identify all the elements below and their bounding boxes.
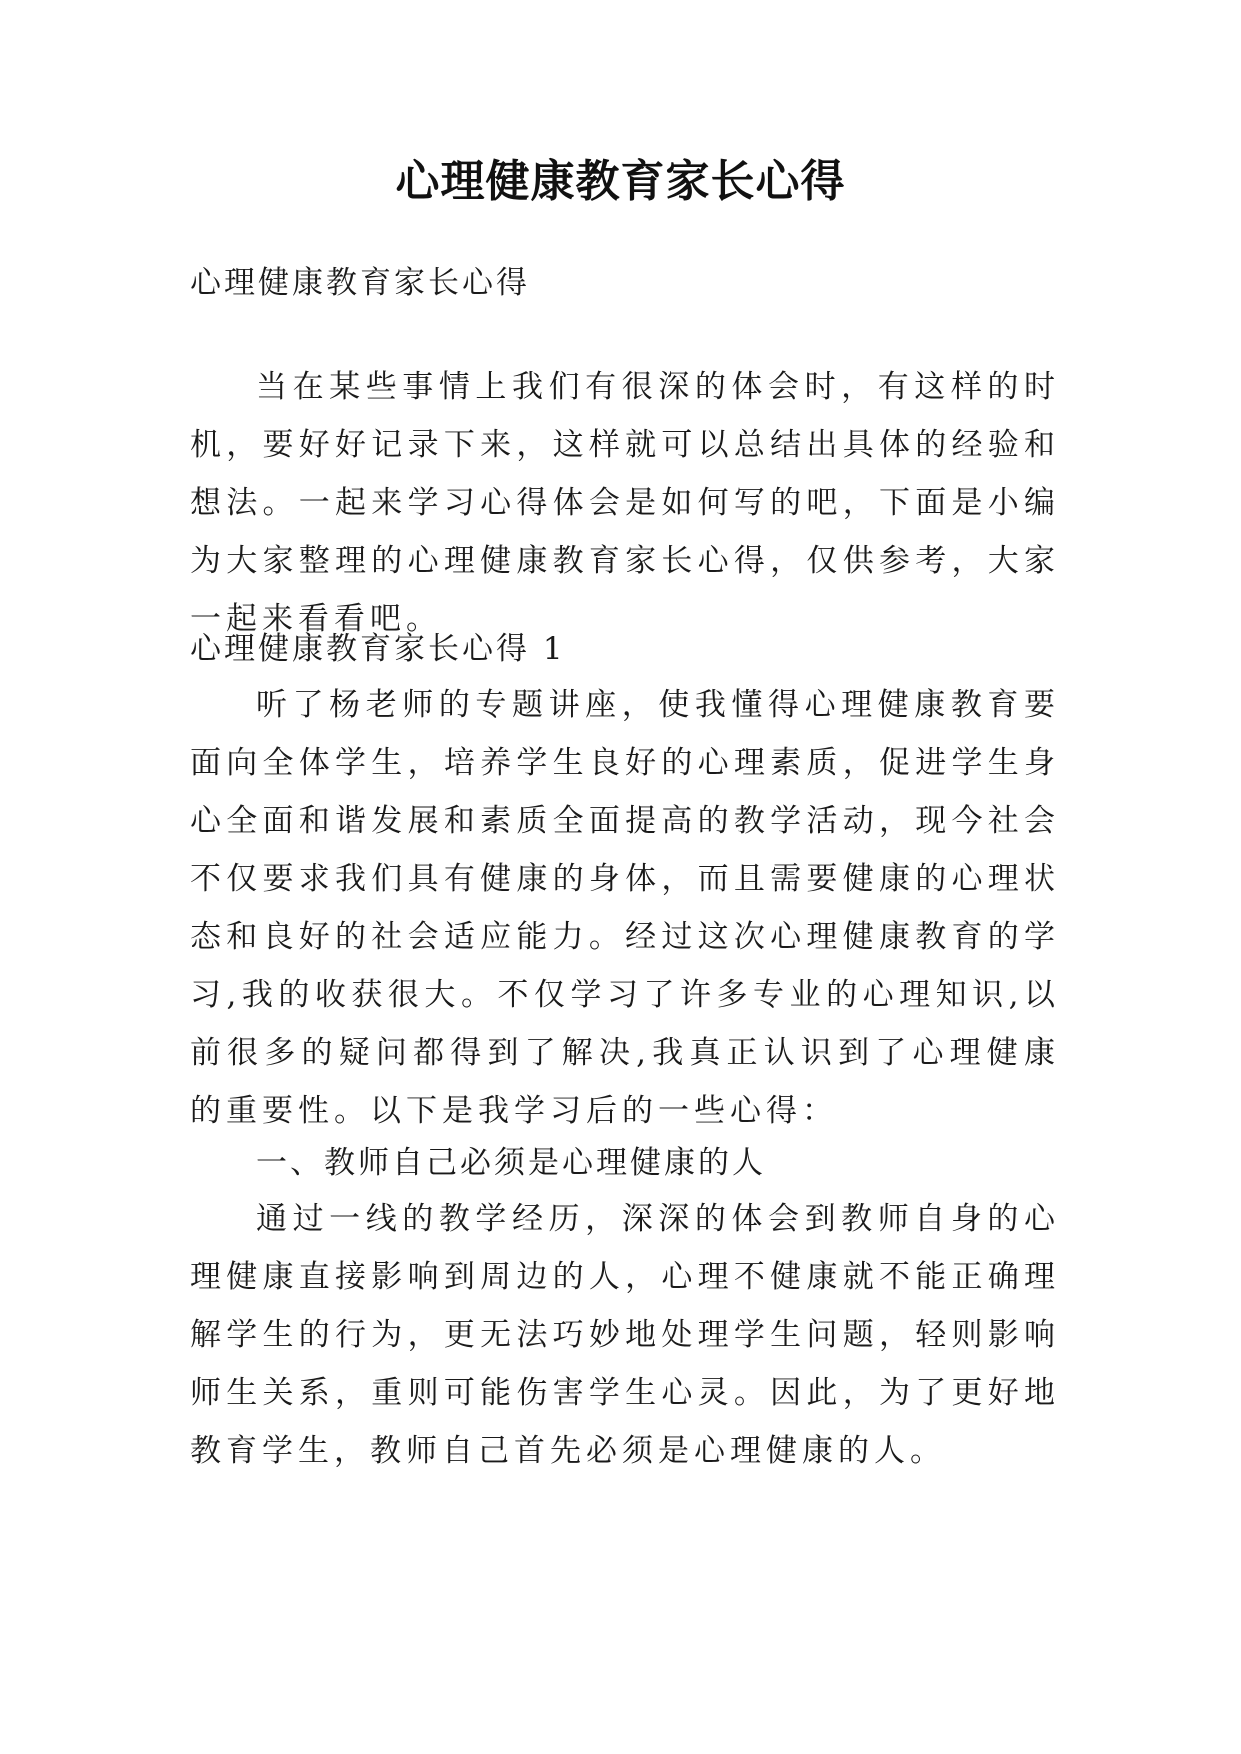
intro-paragraph: 当在某些事情上我们有很深的体会时，有这样的时机，要好好记录下来，这样就可以总结出具体的经验和想法。一起来学习心得体会是如何写的吧，下面是小编为大家整理的心理健康教育家长心得，仅供参考，大家一起来看看吧。	[190, 369, 1060, 637]
section-paragraph: 听了杨老师的专题讲座，使我懂得心理健康教育要面向全体学生，培养学生良好的心理素质，促进学生身心全面和谐发展和素质全面提高的教学活动，现今社会不仅要求我们具有健康的身体，而且需要健康的心理状态和良好的社会适应能力。经过这次心理健康教育的学习,我的收获很大。不仅学习了许多专业的心理知识,以前很多的疑问都得到了解决,我真正认识到了心理健康的重要性。以下是我学习后的一些心得：	[190, 687, 1060, 1129]
section-heading: 心理健康教育家长心得 1	[190, 631, 566, 667]
point-paragraph: 通过一线的教学经历，深深的体会到教师自身的心理健康直接影响到周边的人，心理不健康就不能正确理解学生的行为，更无法巧妙地处理学生问题，轻则影响师生关系，重则可能伤害学生心灵。因此，为了更好地教育学生，教师自己首先必须是心理健康的人。	[190, 1201, 1060, 1469]
point-heading: 一、教师自己必须是心理健康的人	[256, 1145, 766, 1181]
document-subtitle: 心理健康教育家长心得	[190, 265, 530, 301]
document-title: 心理健康教育家长心得	[395, 156, 846, 207]
